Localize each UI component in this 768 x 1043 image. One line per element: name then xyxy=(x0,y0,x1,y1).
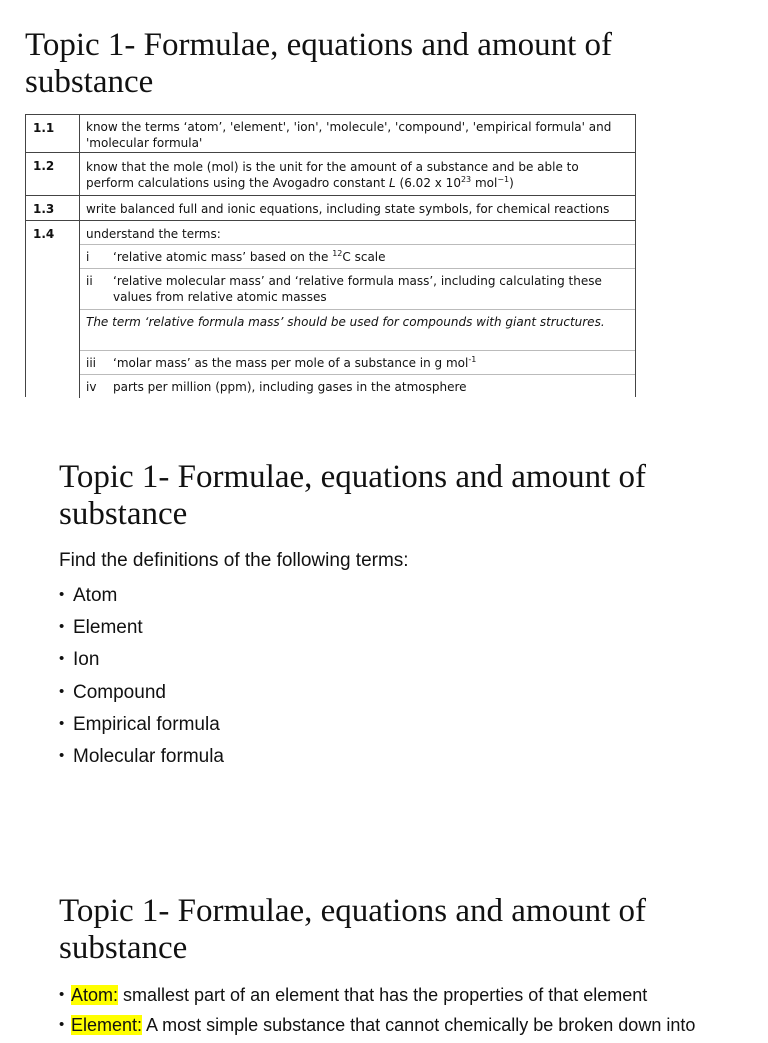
roman-numeral: ii xyxy=(86,274,93,288)
spec-text: understand the terms: xyxy=(86,227,221,241)
list-item: • Compound xyxy=(59,679,224,711)
bullet-icon: • xyxy=(59,618,65,636)
spec-number: 1.1 xyxy=(26,115,80,152)
spec-subitem xyxy=(80,374,635,399)
spec-note-text: The term ‘relative formula mass’ should be used for compounds with giant structures. xyxy=(86,315,605,329)
spec-subitem-text: ‘molar mass’ as the mass per mole of a substance in g mol$^{-1}$ xyxy=(113,355,477,370)
spec-subitem xyxy=(80,268,635,309)
table-row xyxy=(26,221,635,398)
slide1-title: Topic 1- Formulae, equations and amount of substance xyxy=(25,27,612,100)
spec-subitem-text: ‘relative atomic mass’ based on the $^{12}$C scale xyxy=(113,249,386,264)
slide2-title: Topic 1- Formulae, equations and amount of substance xyxy=(59,459,646,532)
spec-number: 1.4 xyxy=(26,221,80,398)
definition-text: smallest part of an element that has the properties of that element xyxy=(118,985,648,1005)
bullet-icon: • xyxy=(59,1016,65,1033)
spec-subitem xyxy=(80,350,635,374)
list-item: • Element xyxy=(59,614,224,646)
spec-text: know that the mole (mol) is the unit for the amount of a substance and be able to perform calculations using the Avogadro constant L (6.02 x $10^{23}$ mol$^{-1}$) xyxy=(86,160,579,190)
roman-numeral: iv xyxy=(86,380,97,394)
spec-text: write balanced full and ionic equations, including state symbols, for chemical reactions xyxy=(86,202,610,216)
terms-list xyxy=(59,582,224,775)
table-row xyxy=(26,115,635,153)
bullet-icon: • xyxy=(59,714,65,732)
table-row xyxy=(26,153,635,196)
definitions-list xyxy=(59,983,695,1043)
bullet-icon: • xyxy=(59,650,65,668)
spec-number: 1.2 xyxy=(26,153,80,195)
spec-note xyxy=(80,309,635,350)
spec-text: know the terms ‘atom’, 'element', 'ion', 'molecule', 'compound', 'empirical formula' and 'molecular formula' xyxy=(86,120,612,150)
highlighted-term: Element: xyxy=(71,1015,143,1035)
highlighted-term: Atom: xyxy=(71,985,119,1005)
roman-numeral: iii xyxy=(86,356,97,370)
spec-subitem-text: ‘relative molecular mass’ and ‘relative formula mass’, including calculating these values from relative atomic masses xyxy=(113,274,602,304)
list-item xyxy=(59,983,695,1013)
definition-text: A most simple substance that cannot chemically be broken down into xyxy=(142,1015,696,1035)
bullet-icon: • xyxy=(59,746,65,764)
slide3-title: Topic 1- Formulae, equations and amount of substance xyxy=(59,893,646,966)
list-item: • Ion xyxy=(59,646,224,678)
list-item xyxy=(59,1013,695,1043)
spec-number: 1.3 xyxy=(26,196,80,220)
list-item: • Atom xyxy=(59,582,224,614)
specification-table xyxy=(25,114,636,397)
bullet-icon: • xyxy=(59,682,65,700)
spec-subitem-text: parts per million (ppm), including gases in the atmosphere xyxy=(113,380,467,394)
instructions-text: Find the definitions of the following terms: xyxy=(59,550,409,571)
table-row xyxy=(26,196,635,221)
bullet-icon: • xyxy=(59,586,65,603)
roman-numeral: i xyxy=(86,250,90,264)
bullet-icon: • xyxy=(59,986,65,1003)
list-item: • Molecular formula xyxy=(59,743,224,775)
list-item: • Empirical formula xyxy=(59,711,224,743)
spec-subitem xyxy=(80,244,635,268)
